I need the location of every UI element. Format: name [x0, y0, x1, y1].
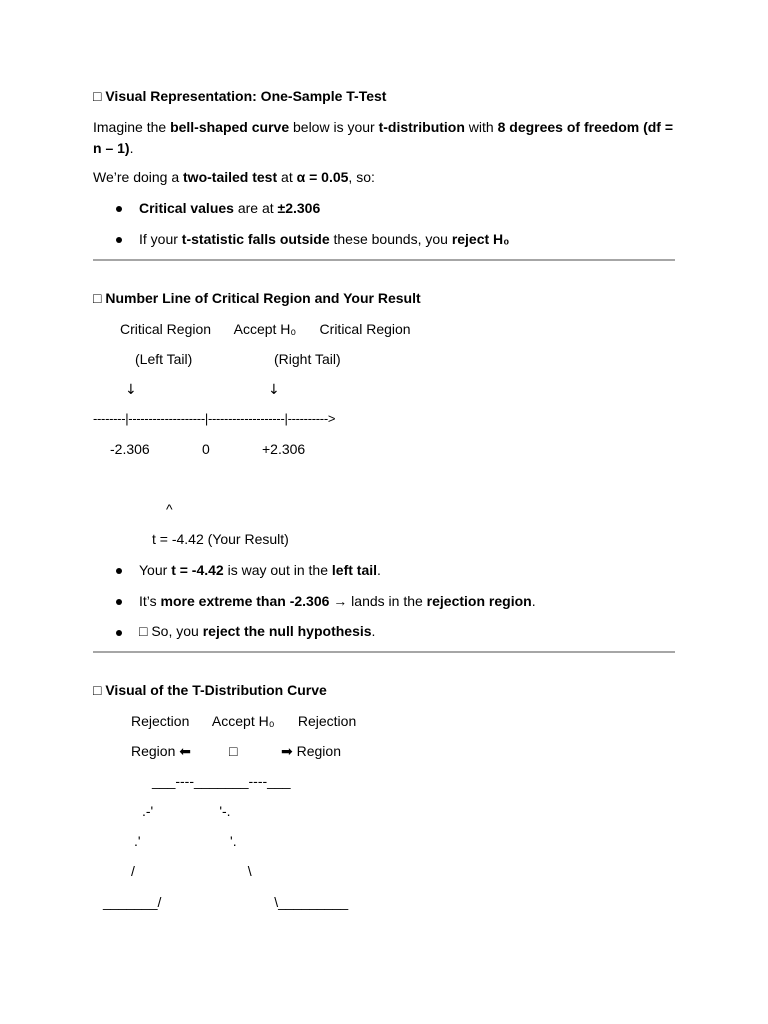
horizontal-rule — [93, 651, 675, 653]
text-bold: Critical values — [139, 200, 234, 216]
text: are at — [233, 200, 278, 216]
text: We’re doing a — [93, 169, 184, 185]
curve-ascii-line: / \ — [131, 863, 252, 879]
tick-label-zero: 0 — [202, 441, 210, 457]
text-bold: bell-shaped curve — [170, 119, 290, 135]
horizontal-rule — [93, 259, 675, 261]
bullet-dot — [116, 568, 122, 574]
test-description-paragraph — [93, 168, 375, 186]
text: It’s — [139, 593, 161, 609]
text-bold: t-distribution — [378, 119, 465, 135]
text-bold: reject the null hypothesis — [202, 623, 372, 639]
text: at — [277, 169, 297, 185]
text: these bounds, you — [329, 231, 452, 247]
curve-ascii-line: .-' '-. — [142, 803, 231, 819]
text-bold: two-tailed test — [183, 169, 278, 185]
intro-paragraph-line1 — [93, 118, 673, 136]
text-bold: more extreme than -2.306 — [160, 593, 330, 609]
text-bold: ±2.306 — [277, 200, 321, 216]
text: . — [129, 140, 134, 156]
region-labels-row: Critical Region Accept H₀ Critical Region — [120, 321, 411, 337]
tick-label-neg-critical: -2.306 — [110, 441, 150, 457]
text-bold: t = -4.42 — [171, 562, 224, 578]
placeholder-glyph-icon: □ — [229, 743, 238, 759]
section-heading-number-line: □ Number Line of Critical Region and Your Result — [93, 290, 421, 306]
text-bold: 8 degrees of freedom (df = — [497, 119, 674, 135]
text: → lands in the — [329, 593, 427, 609]
curve-ascii-line: _______/ \_________ — [103, 894, 349, 910]
down-arrow-right-icon: ↓ — [268, 382, 280, 398]
text-bold: rejection region — [426, 593, 532, 609]
text-bold: α = 0.05 — [296, 169, 349, 185]
tick-label-pos-critical: +2.306 — [262, 441, 306, 457]
section-heading-curve: □ Visual of the T-Distribution Curve — [93, 682, 327, 698]
text: , so: — [348, 169, 375, 185]
text: . — [531, 593, 536, 609]
list-item-result-location — [139, 561, 381, 579]
region-right-label: ➡ Region — [281, 743, 341, 759]
list-item-reject-rule — [139, 230, 509, 248]
text: Your — [139, 562, 172, 578]
bullet-dot — [116, 599, 122, 605]
intro-paragraph-line2 — [93, 139, 133, 157]
text: is way out in the — [223, 562, 332, 578]
number-line: --------|-------------------|-------------------|----------> — [93, 411, 336, 426]
region-left-label: Region ⬅ — [131, 743, 191, 759]
bullet-dot — [116, 630, 122, 636]
text: below is your — [289, 119, 379, 135]
tail-labels-row: (Left Tail) (Right Tail) — [135, 351, 341, 367]
text: Imagine the — [93, 119, 171, 135]
text: with — [464, 119, 498, 135]
text-bold: reject H₀ — [451, 231, 510, 247]
text: . — [377, 562, 381, 578]
section-heading-visual-representation: □ Visual Representation: One-Sample T-Test — [93, 88, 387, 104]
result-label: t = -4.42 (Your Result) — [152, 531, 289, 547]
text-bold: t-statistic falls outside — [181, 231, 330, 247]
bullet-dot — [116, 237, 122, 243]
curve-ascii-line: .' '. — [134, 833, 237, 849]
text: . — [371, 623, 376, 639]
down-arrow-left-icon: ↓ — [125, 382, 137, 398]
list-item-conclusion — [139, 622, 375, 640]
curve-ascii-line: ___----_______----___ — [152, 773, 291, 789]
curve-region-labels-row: Rejection Accept H₀ Rejection — [131, 713, 357, 729]
list-item-critical-values — [139, 199, 320, 217]
text-bold: n – 1) — [93, 140, 130, 156]
text-bold: left tail — [331, 562, 378, 578]
bullet-dot — [116, 206, 122, 212]
text: If your — [139, 231, 182, 247]
list-item-rejection-region — [139, 592, 536, 610]
text: □ So, you — [139, 623, 203, 639]
result-caret: ^ — [166, 501, 173, 517]
